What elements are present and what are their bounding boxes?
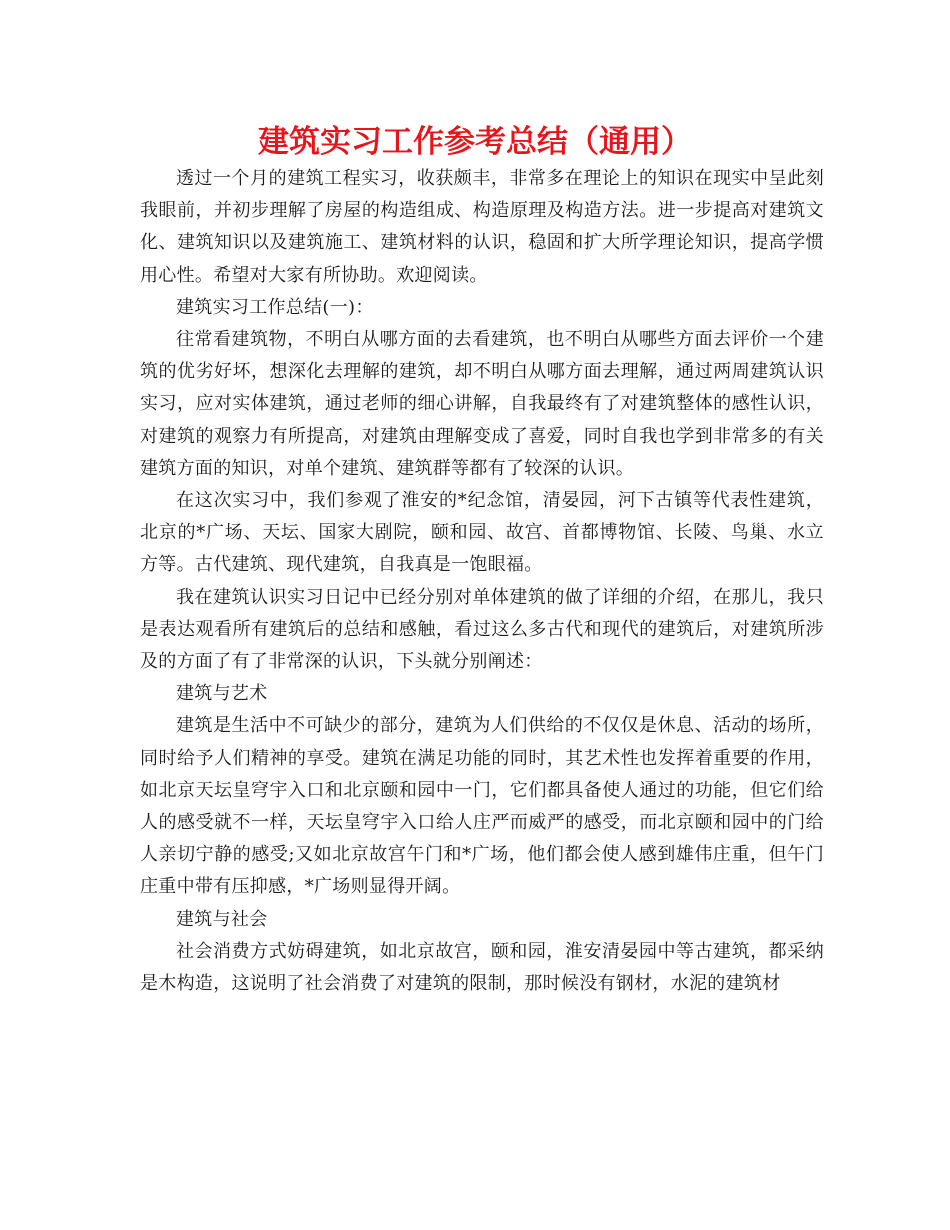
heading-architecture-society: 建筑与社会 (176, 908, 268, 930)
section-heading-1: 建筑实习工作总结(一)： (176, 296, 374, 318)
document-body (140, 163, 824, 1000)
document-title: 建筑实习工作参考总结（通用） (258, 124, 692, 160)
intro-paragraph: 透过一个月的建筑工程实习，收获颇丰，非常多在理论上的知识在现实中呈此刻我眼前，并初步理解了房屋的构造组成、构造原理及构造方法。进一步提高对建筑文化、建筑知识以及建筑施工、建筑材料的认识，稳固和扩大所学理论知识，提高学惯用心性。希望对大家有所协助。欢迎阅读。 (140, 168, 824, 286)
paragraph-5: 社会消费方式妨碍建筑，如北京故宫，颐和园，淮安清晏园中等古建筑，都采纳是木构造，这说明了社会消费了对建筑的限制，那时候没有钢材，水泥的建筑材 (140, 940, 824, 995)
paragraph-4: 建筑是生活中不可缺少的部分，建筑为人们供给的不仅仅是休息、活动的场所，同时给予人们精神的享受。建筑在满足功能的同时，其艺术性也发挥着重要的作用，如北京天坛皇穹宇入口和北京颐和园中一门，它们都具备使人通过的功能，但它们给人的感受就不一样，天坛皇穹宇入口给人庄严而威严的感受，而北京颐和园中的门给人亲切宁静的感受;又如北京故宫午门和*广场，他们都会使人感到雄伟庄重，但午门庄重中带有压抑感，*广场则显得开阔。 (140, 715, 824, 898)
paragraph-3: 我在建筑认识实习日记中已经分别对单体建筑的做了详细的介绍，在那儿，我只是表达观看所有建筑后的总结和感触，看过这么多古代和现代的建筑后，对建筑所涉及的方面了有了非常深的认识，下头就分别阐述： (140, 586, 824, 673)
paragraph-1: 往常看建筑物，不明白从哪方面的去看建筑，也不明白从哪些方面去评价一个建筑的优劣好坏，想深化去理解的建筑，却不明白从哪方面去理解，通过两周建筑认识实习，应对实体建筑，通过老师的细心讲解，自我最终有了对建筑整体的感性认识，对建筑的观察力有所提高，对建筑由理解变成了喜爱，同时自我也学到非常多的有关建筑方面的知识，对单个建筑、建筑群等都有了较深的认识。 (140, 329, 824, 479)
heading-architecture-art: 建筑与艺术 (176, 683, 268, 705)
paragraph-2: 在这次实习中，我们参观了淮安的*纪念馆，清晏园，河下古镇等代表性建筑，北京的*广场、天坛、国家大剧院，颐和园、故宫、首都博物馆、长陵、鸟巢、水立方等。古代建筑、现代建筑，自我真是一饱眼福。 (140, 490, 824, 576)
